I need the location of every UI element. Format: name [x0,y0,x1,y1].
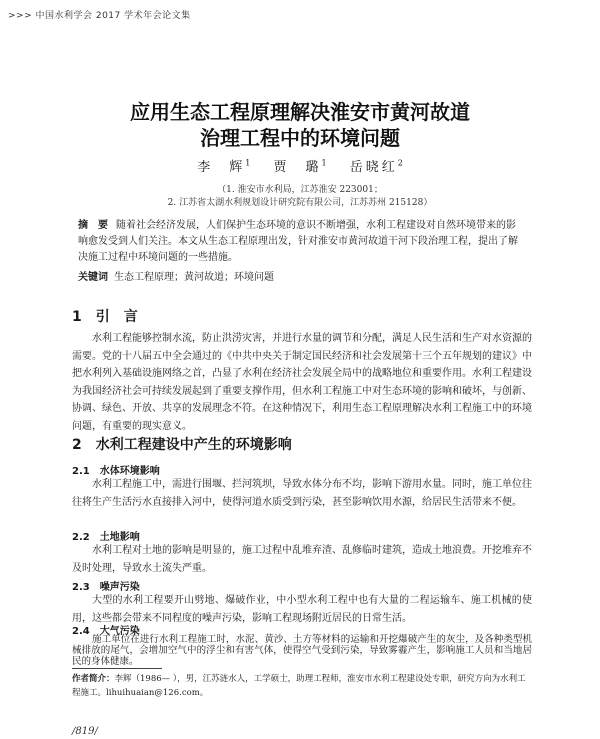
author-list [0,156,600,175]
subsection-title: 土地影响 [99,532,140,543]
author-affiliation-mark: 1 [245,158,251,168]
author-name: 岳晓红 [349,160,398,175]
body-paragraph: 大型的水利工程要开山劈地、爆破作业，中小型水利工程中也有大量的二程运输车、施工机械的使用，这些都会带来不同程度的噪声污染，影响工程现场附近居民的日常生活。 [72,595,532,624]
section-title: 水利工程建设中产生的环境影响 [95,437,292,453]
keywords [78,268,520,283]
affiliation-2: 2. 江苏省太湖水利规划设计研究院有限公司，江苏苏州 215128） [167,198,433,208]
affiliation-1: （1. 淮安市水利局，江苏淮安 223001； [217,185,383,195]
section-heading-1 [72,306,138,326]
abstract-text: 随着社会经济发展，人们保护生态环境的意识不断增强，水利工程建设对自然环境带来的影响愈发受到人们关注。本文从生态工程原理出发，针对淮安市黄河故道干河下段治理工程，提出了解决施工过程中环境问题的一些措施。 [78,220,518,263]
subsection-heading [72,578,140,593]
body-paragraph: 施工单位在进行水利工程施工时，水泥、黄沙、土方等材料的运输和开挖爆破产生的灰尘，及各种类型机械排放的尾气，会增加空气中的浮尘和有害气体，使得空气受到污染，导致雾霾产生，影响施工人员和当地居民的身体健康。 [72,634,532,667]
subsection-title: 噪声污染 [99,582,140,593]
keywords-label: 关键词 [78,272,108,283]
paper-title-line1: 应用生态工程原理解决淮安市黄河故道 [130,100,470,124]
running-header: >>> 中国水利学会 2017 学术年会论文集 [8,11,191,21]
abstract-label: 摘 要 [78,220,108,231]
author-footnote [72,672,532,700]
subsection-title: 大气污染 [99,626,140,637]
paper-title-line2: 治理工程中的环境问题 [200,126,400,150]
author-affiliation-mark: 2 [397,158,403,168]
keywords-text: 生态工程原理；黄河故道；环境问题 [114,272,274,283]
footnote-text: 李辉（1986— ），男，江苏涟水人，工学硕士，助理工程师，淮安市水利工程建设处专职，研究方向为水利工程施工。 [72,674,526,698]
section-number: 1 [72,309,82,325]
subsection-number: 2.2 [72,532,90,543]
subsection-heading [72,462,160,477]
subsection-number: 2.1 [72,466,90,477]
subsection-number: 2.4 [72,626,90,637]
author-name: 贾 璐 [273,160,322,175]
body-paragraph: 水利工程能够控制水流，防止洪涝灾害，并进行水量的调节和分配，满足人民生活和生产对水资源的需要。党的十八届五中全会通过的《中共中央关于制定国民经济和社会发展第十三个五年规划的建议》中把水利列入基础设施网络之首，凸显了水利在经济社会发展全局中的战略地位和重要作用。水利工程建设为我国经济社会可持续发展起到了重要支撑作用，但水利工程施工中对生态环境的影响和破坏，与创新、协调、绿色、开放、共享的发展理念不符。在这种情况下，利用生态工程原理解决水利工程施工中的环境问题，有重要的现实意义。 [72,333,532,432]
subsection-number: 2.3 [72,582,90,593]
page-number: /819/ [72,726,98,737]
section-heading-2 [72,434,292,454]
footnote-email: lihuihuaian@126.com。 [106,688,209,698]
subsection-title: 水体环境影响 [99,466,160,477]
abstract [78,218,520,266]
subsection-heading [72,528,140,543]
body-paragraph: 水利工程对土地的影响是明显的，施工过程中乱堆弃渣、乱修临时建筑，造成土地浪费。开挖堆弃不及时处理，导致水土流失严重。 [72,545,532,574]
author-affiliation-mark: 1 [321,158,327,168]
section-title: 引 言 [95,309,138,325]
footnote-divider [72,668,162,669]
body-paragraph: 水利工程施工中，需进行围堰、拦河筑坝，导致水体分布不均，影响下游用水量。同时，施工单位往往将生产生活污水直接排入河中，使得河道水质受到污染，甚至影响饮用水源，给居民生活带来不便。 [72,479,532,508]
author-name: 李 辉 [197,160,246,175]
section-number: 2 [72,437,82,453]
footnote-label: 作者简介： [72,674,115,684]
